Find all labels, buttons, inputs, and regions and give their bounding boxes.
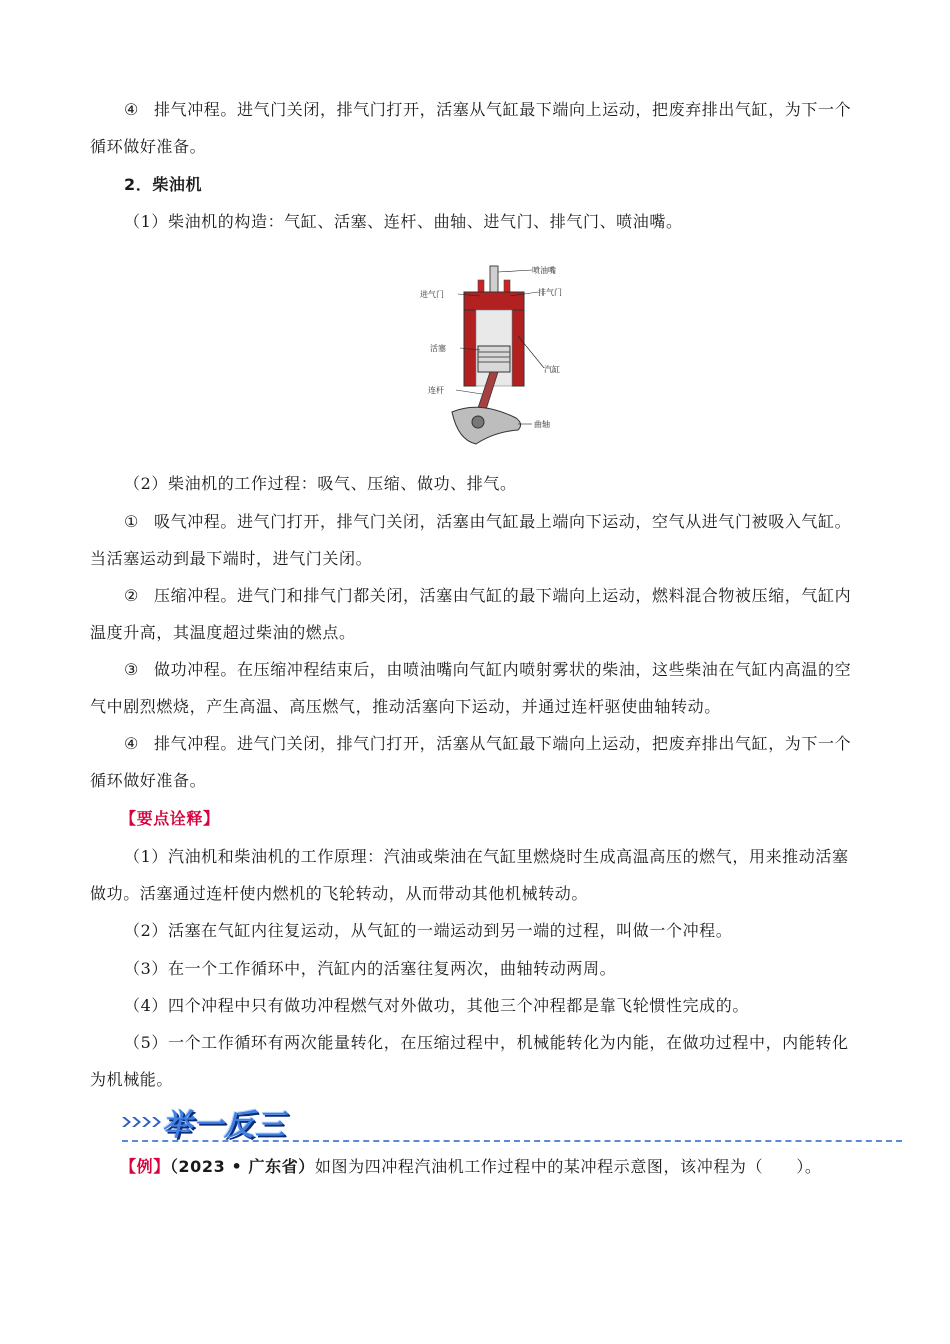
banner-arrows-icon — [122, 1114, 166, 1133]
diesel-engine-figure — [420, 262, 580, 452]
step-number: ② — [124, 586, 139, 605]
label-piston: 活塞 — [430, 344, 446, 353]
diesel-intake-stroke: ① 吸气冲程。进气门打开，排气门关闭，活塞由气缸最上端向下运动，空气从进气门被吸入气缸。当活塞运动到最下端时，进气门关闭。 — [90, 503, 862, 577]
label-crank: 曲轴 — [534, 420, 550, 429]
label-rod: 连杆 — [428, 386, 444, 395]
step-number: ④ — [124, 734, 139, 753]
practice-banner — [122, 1100, 902, 1144]
step-number: ③ — [124, 660, 139, 679]
example-source: （2023 • 广东省） — [169, 1157, 315, 1176]
key-point-4: （4）四个冲程中只有做功冲程燃气对外做功，其他三个冲程都是靠飞轮惯性完成的。 — [124, 996, 749, 1015]
example-tag: 【例】 — [120, 1157, 170, 1176]
step-number: ① — [124, 512, 139, 531]
section-heading-diesel: 2．柴油机 — [124, 175, 203, 194]
diesel-process: （2）柴油机的工作过程：吸气、压缩、做功、排气。 — [124, 474, 517, 493]
diesel-exhaust-stroke: ④ 排气冲程。进气门关闭，排气门打开，活塞从气缸最下端向上运动，把废弃排出气缸，为下一个循环做好准备。 — [90, 725, 862, 799]
key-point-5: （5）一个工作循环有两次能量转化，在压缩过程中，机械能转化为内能，在做功过程中，内能转化为机械能。 — [90, 1033, 849, 1089]
key-points-title: 【要点诠释】 — [120, 809, 220, 828]
example-question — [120, 1148, 862, 1185]
banner-title: 举一反三 — [162, 1108, 286, 1143]
key-point-2: （2）活塞在气缸内往复运动，从气缸的一端运动到另一端的过程，叫做一个冲程。 — [124, 921, 733, 940]
diesel-power-stroke: ③ 做功冲程。在压缩冲程结束后，由喷油嘴向气缸内喷射雾状的柴油，这些柴油在气缸内高温的空气中剧烈燃烧，产生高温、高压燃气，推动活塞向下运动，并通过连杆驱使曲轴转动。 — [90, 651, 862, 725]
example-text: 如图为四冲程汽油机工作过程中的某冲程示意图，该冲程为（ ）。 — [314, 1157, 822, 1176]
key-point-3: （3）在一个工作循环中，汽缸内的活塞往复两次，曲轴转动两周。 — [124, 959, 617, 978]
label-intake-valve: 进气门 — [420, 290, 444, 299]
label-injector: 喷油嘴 — [532, 266, 556, 275]
diesel-compression-stroke: ② 压缩冲程。进气门和排气门都关闭，活塞由气缸的最下端向上运动，燃料混合物被压缩，气缸内温度升高，其温度超过柴油的燃点。 — [90, 577, 862, 651]
banner-divider — [122, 1140, 902, 1142]
step-number: ④ — [124, 100, 139, 119]
gasoline-exhaust-stroke: ④ 排气冲程。进气门关闭，排气门打开，活塞从气缸最下端向上运动，把废弃排出气缸，为下一个循环做好准备。 — [90, 91, 862, 165]
label-exhaust-valve: 排气门 — [538, 288, 562, 297]
diesel-structure: （1）柴油机的构造：气缸、活塞、连杆、曲轴、进气门、排气门、喷油嘴。 — [124, 212, 683, 231]
key-point-1: （1）汽油机和柴油机的工作原理：汽油或柴油在气缸里燃烧时生成高温高压的燃气，用来推动活塞做功。活塞通过连杆使内燃机的飞轮转动，从而带动其他机械转动。 — [90, 847, 849, 903]
label-cylinder: 汽缸 — [544, 365, 560, 374]
